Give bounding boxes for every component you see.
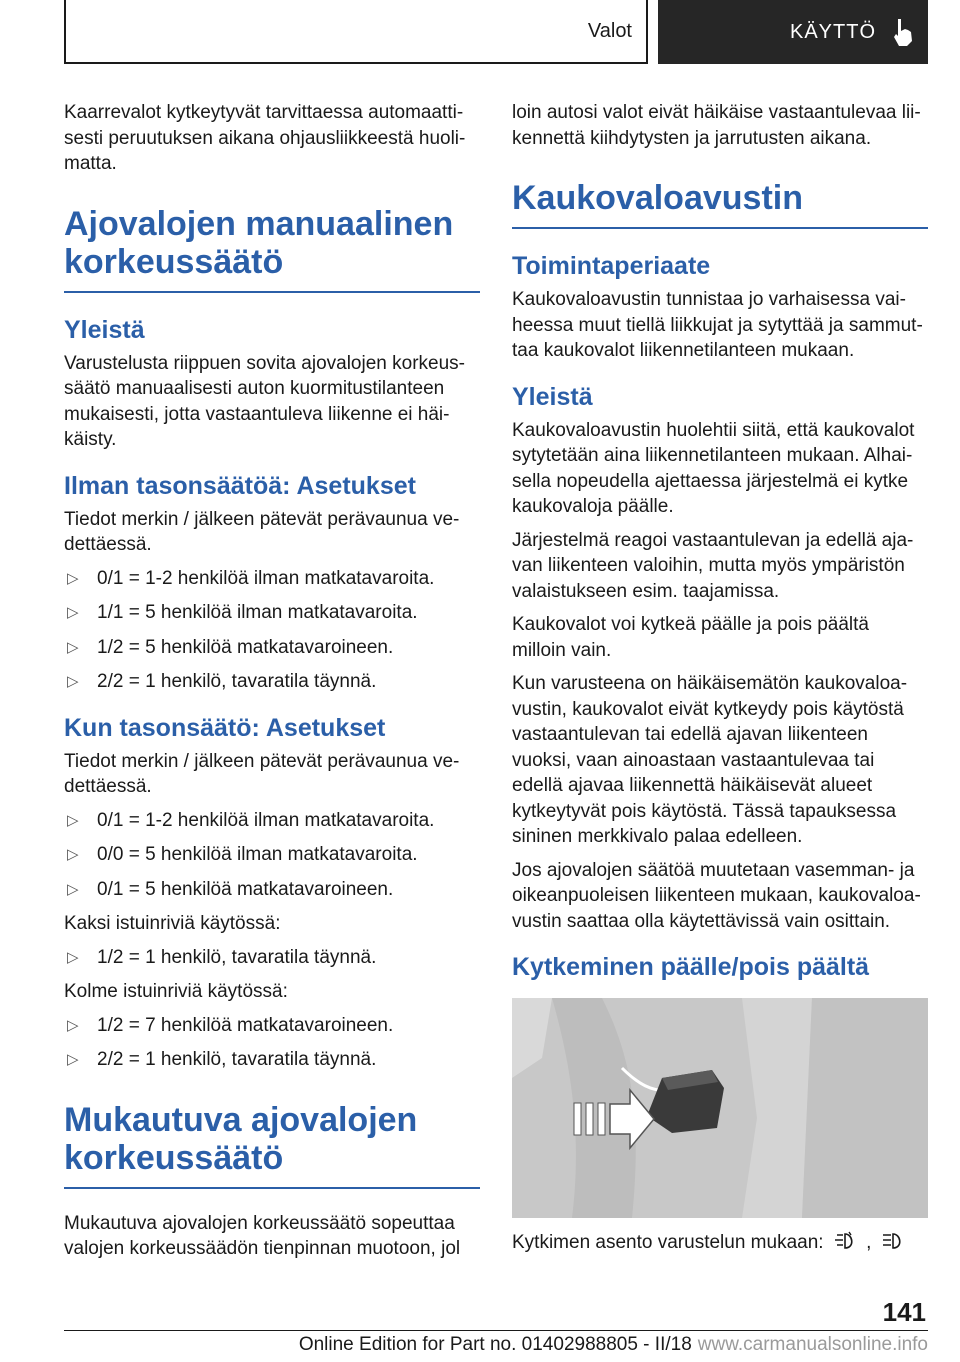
three-rows-list bbox=[64, 1013, 480, 1073]
header-chapter-box bbox=[658, 0, 928, 64]
list-item: ▷ 2/2 = 1 henkilö, tavaratila täynnä. bbox=[64, 1047, 480, 1073]
general-paragraph-1: Kaukovaloavustin huolehtii siitä, että kaukovalot sytytetään aina liikennetilanteen mukaan. Alhaisella nopeudella ajettaessa järjestelmä ei kytke kaukovaloja päälle. bbox=[512, 419, 915, 517]
left-column bbox=[64, 100, 480, 1270]
header-section-box bbox=[64, 0, 648, 64]
list-item: ▷ 1/2 = 1 henkilö, tavaratila täynnä. bbox=[64, 945, 480, 971]
list-item: ▷ 1/2 = 7 henkilöä matkatavaroineen. bbox=[64, 1013, 480, 1039]
triangle-bullet-icon: ▷ bbox=[67, 880, 79, 898]
heading-general: Yleistä bbox=[64, 315, 145, 344]
stalk-illustration bbox=[512, 998, 928, 1218]
triangle-bullet-icon: ▷ bbox=[67, 638, 79, 656]
header-chapter-title: KÄYTTÖ bbox=[789, 20, 876, 43]
triangle-bullet-icon: ▷ bbox=[67, 673, 79, 690]
adaptive-paragraph: Mukautuva ajovalojen korkeussäätö sopeuttaa valojen korkeussäädön tienpinnan muotoon, jol bbox=[64, 1212, 461, 1259]
footer bbox=[64, 1334, 928, 1356]
general-paragraph-5: Jos ajovalojen säätöä muutetaan vasemman- ja oikeanpuoleisen liikenteen mukaan, kaukovaloavustin saattaa olla käytettävissä vain osittain. bbox=[512, 859, 921, 932]
without-paragraph: Tiedot merkin / jälkeen pätevät perävaunua vedettäessä. bbox=[64, 508, 460, 555]
general-paragraph-2: Järjestelmä reagoi vastaantulevan ja edellä ajavan liikenteen valoihin, mutta myös ympäristön valaistukseen esim. taajamissa. bbox=[512, 529, 914, 602]
triangle-bullet-icon: ▷ bbox=[67, 811, 79, 829]
intro-paragraph: Kaarrevalot kytkeytyvät tarvittaessa automaattisesti peruutuksen aikana ohjausliikkeestä huolimatta. bbox=[64, 102, 466, 174]
caption-separator: , bbox=[866, 1232, 872, 1253]
two-rows-list bbox=[64, 945, 480, 971]
pointing-hand-icon bbox=[892, 17, 914, 47]
watermark-text: www.carmanualsonline.info bbox=[697, 1334, 928, 1355]
principle-paragraph: Kaukovaloavustin tunnistaa jo varhaisessa vaiheessa muut tiellä liikkujat ja sytyttää ja sammuttaa kaukovalot liikennetilanteen mukaan. bbox=[512, 289, 923, 361]
three-rows-paragraph: Kolme istuinriviä käytössä: bbox=[64, 981, 288, 1002]
with-list bbox=[64, 808, 480, 903]
heading-general-right: Yleistä bbox=[512, 382, 593, 411]
list-item: ▷ 0/1 = 1-2 henkilöä ilman matkatavaroita. bbox=[64, 566, 480, 592]
list-item: ▷ 1/2 = 5 henkilöä matkatavaroineen. bbox=[64, 635, 480, 661]
triangle-bullet-icon: ▷ bbox=[67, 604, 79, 621]
continued-paragraph: loin autosi valot eivät häikäise vastaantulevaa liikennettä kiihdytysten ja jarrutusten aikana. bbox=[512, 102, 921, 149]
general-paragraph: Varustelusta riippuen sovita ajovalojen korkeussäätö manuaalisesti auton kuormitustilanteen mukaisesti, jotta vastaantuleva liikenne ei häikäisty. bbox=[64, 352, 465, 450]
heading-without-leveling: Ilman tasonsäätöä: Asetukset bbox=[64, 471, 416, 500]
triangle-bullet-icon: ▷ bbox=[67, 1051, 79, 1068]
heading-manual-leveling: Ajovalojen manuaalinen korkeussäätö bbox=[64, 205, 480, 293]
general-paragraph-4: Kun varusteena on häikäisemätön kaukovaloavustin, kaukovalot eivät kytkeydy pois käytöstä vastaantulevan tai edellä ajavan liikenteen vuoksi, vaan ainoastaan vastaantulevaa tai edellä ajavaa liikennettä häikäisevät alueet kytkeytyvät pois käytöstä. Tässä tapauksessa sininen merkkivalo palaa edelleen. bbox=[512, 673, 908, 847]
triangle-bullet-icon: ▷ bbox=[67, 948, 79, 966]
two-rows-paragraph: Kaksi istuinriviä käytössä: bbox=[64, 913, 281, 934]
high-beam-assist-icon bbox=[881, 1231, 905, 1251]
list-item: ▷ 1/1 = 5 henkilöä ilman matkatavaroita. bbox=[64, 600, 480, 626]
heading-switch-on-off: Kytkeminen päälle/pois päältä bbox=[512, 953, 870, 981]
list-item: ▷ 0/1 = 1-2 henkilöä ilman matkatavaroita. bbox=[64, 808, 480, 834]
figure-caption bbox=[512, 1230, 928, 1256]
right-column bbox=[512, 100, 928, 1256]
triangle-bullet-icon: ▷ bbox=[67, 846, 79, 863]
caption-text: Kytkimen asento varustelun mukaan: bbox=[512, 1232, 824, 1253]
heading-principle: Toimintaperiaate bbox=[512, 252, 711, 280]
general-paragraph-3: Kaukovalot voi kytkeä päälle ja pois päältä milloin vain. bbox=[512, 614, 870, 661]
page-number: 141 bbox=[882, 1297, 926, 1327]
footer-divider bbox=[64, 1330, 928, 1331]
list-item: ▷ 0/1 = 5 henkilöä matkatavaroineen. bbox=[64, 877, 480, 903]
heading-with-leveling: Kun tasonsäätö: Asetukset bbox=[64, 713, 386, 742]
edition-text: Online Edition for Part no. 01402988805 - II/18 bbox=[298, 1334, 692, 1355]
triangle-bullet-icon: ▷ bbox=[67, 1016, 79, 1034]
stalk-illustration-svg bbox=[512, 998, 928, 1218]
list-item: ▷ 2/2 = 1 henkilö, tavaratila täynnä. bbox=[64, 669, 480, 695]
heading-adaptive-leveling: Mukautuva ajovalojen korkeussäätö bbox=[64, 1101, 480, 1189]
with-paragraph: Tiedot merkin / jälkeen pätevät perävaunua vedettäessä. bbox=[64, 750, 460, 797]
list-item: ▷ 0/0 = 5 henkilöä ilman matkatavaroita. bbox=[64, 842, 480, 868]
triangle-bullet-icon: ▷ bbox=[67, 569, 79, 587]
heading-high-beam-assistant: Kaukovaloavustin bbox=[512, 179, 928, 229]
header-section-title: Valot bbox=[587, 19, 632, 42]
high-beam-assist-icon bbox=[833, 1231, 857, 1251]
without-list bbox=[64, 566, 480, 695]
